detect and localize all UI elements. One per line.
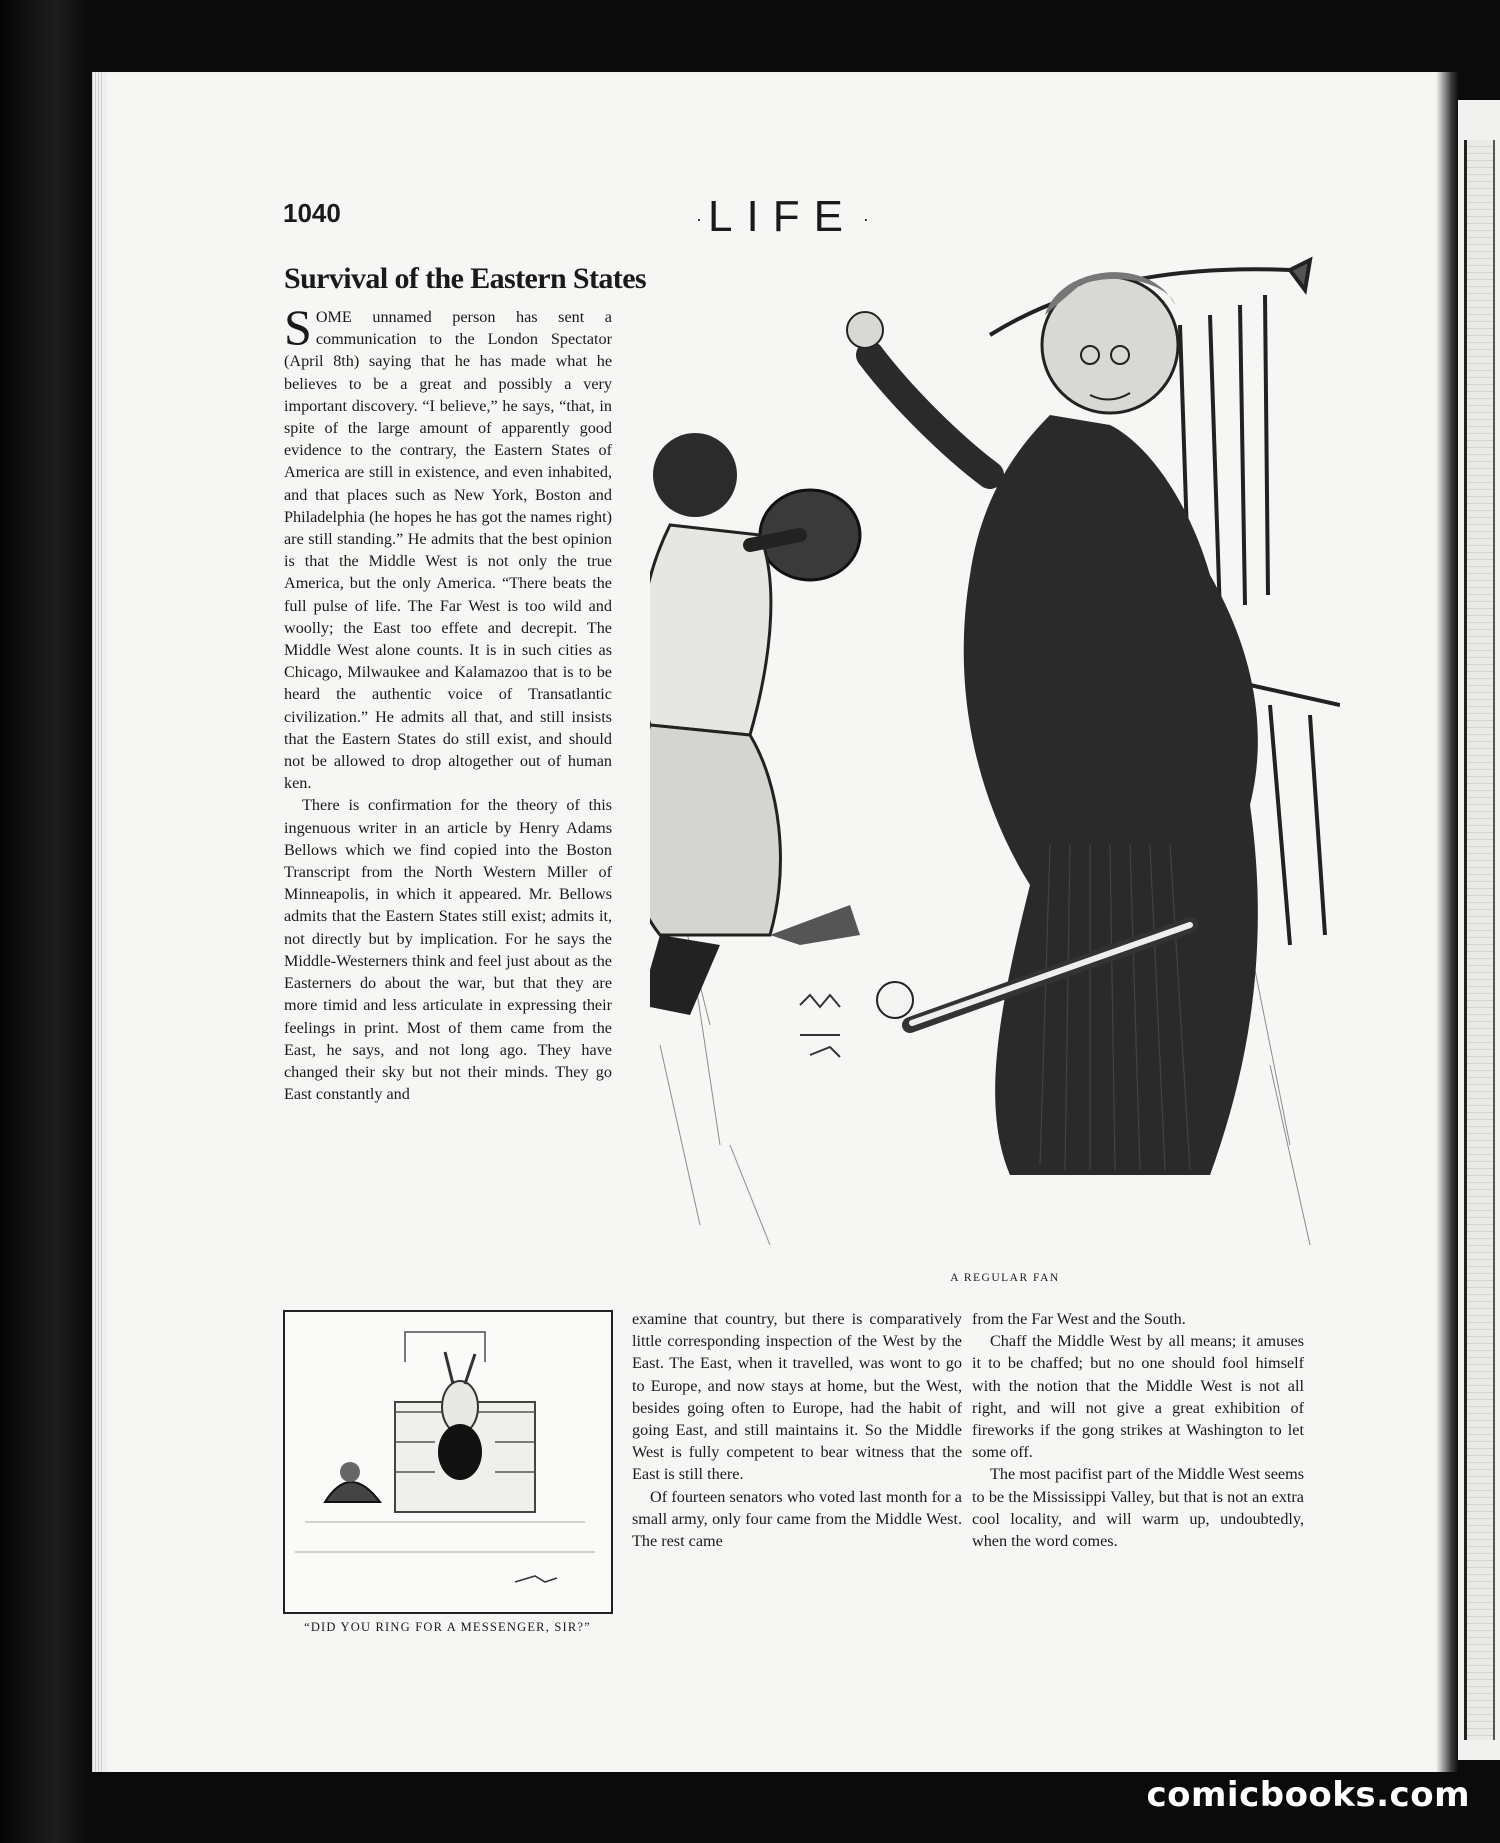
article-paragraph: from the Far West and the South. <box>972 1310 1186 1328</box>
boy-head <box>653 433 737 517</box>
main-illustration-caption: A REGULAR FAN <box>950 1272 1060 1284</box>
binding-gutter <box>1436 72 1458 1772</box>
article-paragraph: SOME unnamed person has sent a communication to the London Spectator (April 8th) saying that he has made what he believes to be a great and possibly a very important discovery. “I believe,” he says, “that, in spite of the large amount of apparently good evidence to the contrary, the Eastern States of America are still in existence, and even inhabited, and that places such as New York, Boston and Philadelphia (he hopes he has got the names right) are still standing.” He admits that the best opinion is that the Middle West is not only the true America, but the only America. “There beats the full pulse of life. The Far West is too wild and woolly; the East too effete and decrepit. The Middle West alone counts. It is in such cities as Chicago, Milwaukee and Kalamazoo that is to be heard the authentic voice of Transatlantic civilization.” He admits all that, and still insists that the Eastern States do still exist, and should not be allowed to drop altogether out of human ken. <box>284 299 612 793</box>
turtle-icon <box>325 1482 380 1502</box>
article-paragraph: Of fourteen senators who voted last month for a small army, only four came from the Middle West. The rest came <box>632 1487 962 1551</box>
scan-dark-margin <box>0 0 92 1843</box>
article-column-2 <box>632 1308 962 1552</box>
watermark: comicbooks.com <box>1146 1775 1470 1815</box>
page-stack-edge <box>92 72 104 1772</box>
small-illustration-caption: “DID YOU RING FOR A MESSENGER, SIR?” <box>304 1620 591 1634</box>
masthead: · LIFE · <box>696 192 869 241</box>
artist-signature <box>800 995 840 1057</box>
illustration-messenger <box>285 1312 611 1612</box>
illustration-messenger-frame <box>283 1310 613 1614</box>
illustration-regular-fan <box>650 245 1340 1275</box>
article-headline: Survival of the Eastern States <box>284 262 646 295</box>
article-paragraph: The most pacifist part of the Middle West seems to be the Mississippi Valley, but that is not an extra cool locality, and will warm up, undoubtedly, when the word comes. <box>972 1465 1304 1551</box>
masthead-title: LIFE <box>708 192 857 241</box>
article-column-3 <box>972 1308 1304 1552</box>
baseball <box>877 982 913 1018</box>
grandmother-figure <box>964 415 1258 1175</box>
boy-figure <box>650 525 771 735</box>
article-column-1 <box>284 260 646 1105</box>
page-number: 1040 <box>283 198 341 228</box>
article-paragraph: examine that country, but there is comparatively little corresponding inspection of the West by the East. The East, when it travelled, was wont to go to Europe, and now stays at home, but the West, besides going often to Europe, had the habit of going East, and still maintains it. So the Middle West is fully competent to bear witness that the East is still there. <box>632 1310 962 1484</box>
article-paragraph: Chaff the Middle West by all means; it amuses it to be chaffed; but no one should fool himself with the notion that the Middle West is not all right, and will not give a great exhibition of fireworks if the gong strikes at Washington to let some off. <box>972 1332 1304 1462</box>
drop-cap: S <box>284 299 312 355</box>
article-paragraph: There is confirmation for the theory of this ingenuous writer in an article by Henry Adams Bellows which we find copied into the Boston Transcript from the North Western Miller of Minneapolis, in which it appeared. Mr. Bellows admits that the Eastern States still exist; admits it, not directly but by implication. For he says the Middle-Westerners think and feel just about as the Easterners do about the war, but that they are more timid and less articulate in expressing their feelings in print. Most of them came from the East, he says, and not long ago. They have changed their sky but not their minds. They go East constantly and <box>284 796 612 1104</box>
